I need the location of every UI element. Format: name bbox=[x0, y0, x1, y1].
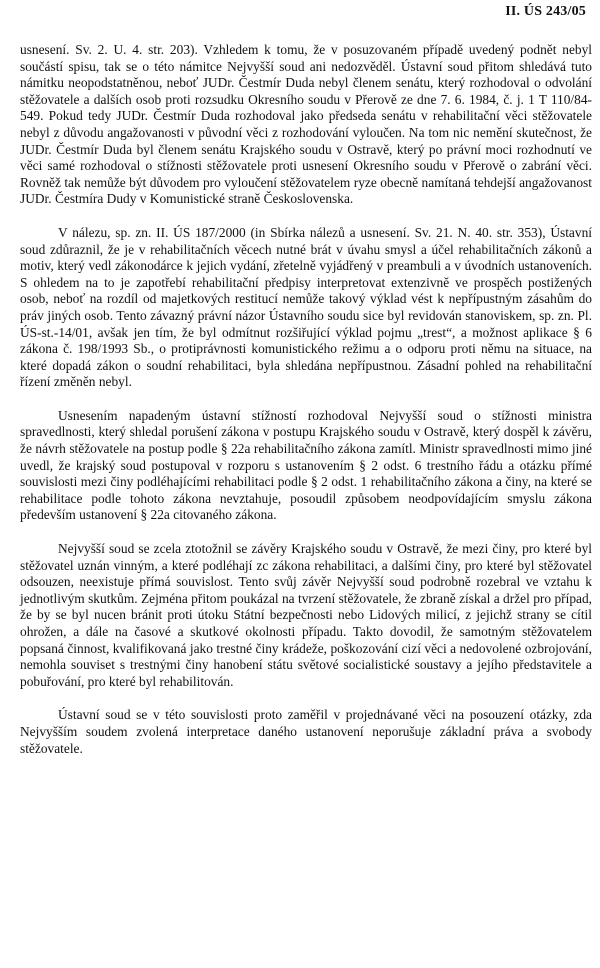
paragraph-supreme-court: Nejvyšší soud se zcela ztotožnil se závěry Krajského soudu v Ostravě, že mezi činy, pro které byl stěžovatel uznán vinným, a které podléhají zc zákona rehabilitaci, a dalšími činy, pro které byl stěžovatel odsouzen, neexistuje přímá souvislost. Tento svůj závěr Nejvyšší soud podrobně rozebral ve vztahu k jednotlivým skutkům. Zejména přitom poukázal na tvrzení stěžovatele, že zbraně získal a držel pro případ, že by se byl nucen bránit proti útoku Státní bezpečnosti nebo Lidových milicí, z jejichž strany se cítil ohrožen, a dále na časové a skutkové okolnosti případu. Takto dovodil, že samotným stěžovatelem popsaná činnost, kvalifikovaná jako trestné činy krádeže, poškozování cizí věci a nedovolené ozbrojování, nemohla souviset s trestnými činy hanobení státu světové socialistické soustavy a jejího představitele a pobuřování, pro které byl rehabilitován. bbox=[20, 541, 592, 689]
case-reference: II. ÚS 243/05 bbox=[505, 4, 586, 19]
paragraph-resolution: Usnesením napadeným ústavní stížností rozhodoval Nejvyšší soud o stížnosti ministra spravedlnosti, který shledal porušení zákona v postupu Krajského soudu v Ostravě, který dospěl k závěru, že návrh stěžovatele na postup podle § 22a rehabilitačního zákona zamítl. Ministr spravedlnosti mimo jiné uvedl, že krajský soud postupoval v rozporu s ustanovením § 2 odst. 6 trestního řádu a otázku přímé souvislosti mezi činy podléhajícími rehabilitaci podle § 2 odst. 1 rehabilitačního zákona a činy, na které se rehabilitace podle tohoto zákona nevztahuje, posoudil způsobem neodpovídajícím smyslu zákona především ustanovení § 22a citovaného zákona. bbox=[20, 407, 592, 523]
document-body bbox=[20, 42, 592, 774]
paragraph-finding: V nálezu, sp. zn. II. ÚS 187/2000 (in Sbírka nálezů a usnesení. Sv. 21. N. 40. str. 353), Ústavní soud zdůraznil, že je v rehabilitačních věcech nutné brát v úvahu smysl a účel rehabilitačních zákonů a motiv, který vedl zákonodárce k jejich vydání, zřetelně vyjádřený v preambuli a v úvodních ustanoveních. S ohledem na to je zapotřebí rehabilitační předpisy interpretovat extenzivně ve prospěch postižených osob, neboť na rozdíl od majetkových restitucí nemůže takový výklad vést k nepřípustným zásahům do práv jiných osob. Tento závazný právní názor Ústavního soudu sice byl revidován stanoviskem, sp. zn. Pl. ÚS-st.-14/01, avšak jen tím, že byl odmítnut rozšiřující výklad pojmu „trest“, a možnost aplikace § 6 zákona č. 198/1993 Sb., o protiprávnosti komunistického režimu a o odporu proti němu na situace, na které dopadá zákon o soudní rehabilitaci, byla shledána nepřípustnou. Zásadní pohled na rehabilitační řízení změněn nebyl. bbox=[20, 224, 592, 390]
paragraph-constitutional-court: Ústavní soud se v této souvislosti proto zaměřil v projednávané věci na posouzení otázky, zda Nejvyšším soudem zvolená interpretace daného ustanovení neporušuje základní práva a svobody stěžovatele. bbox=[20, 707, 592, 756]
paragraph-continuation: usnesení. Sv. 2. U. 4. str. 203). Vzhledem k tomu, že v posuzovaném případě uvedený podnět nebyl součástí spisu, tak se o této námitce Nejvyšší soud ani nedozvěděl. Ústavní soud přitom shledává tuto námitku neopodstatněnou, neboť JUDr. Čestmír Duda nebyl členem senátu, který rozhodoval o odvolání stěžovatele a dalších osob proti rozsudku Okresního soudu v Přerově ze dne 7. 6. 1984, č. j. 1 T 110/84-549. Pokud tedy JUDr. Čestmír Duda rozhodoval jako předseda senátu v rehabilitační věci stěžovatele nebyl z důvodu angažovanosti v původní věci z rozhodování vyloučen. Na tom nic nemění skutečnost, že JUDr. Čestmír Duda byl členem senátu Krajského soudu v Ostravě, který po právní moci rozhodnutí ve věci samé rozhodoval o stížnosti stěžovatele proti usnesení Okresního soudu v Přerově o zabrání věci. Rovněž tak nemůže být důvodem pro vyloučení stěžovatelem ryze obecně namítaná tehdejší angažovanost JUDr. Čestmíra Dudy v Komunistické straně Československa. bbox=[20, 42, 592, 207]
